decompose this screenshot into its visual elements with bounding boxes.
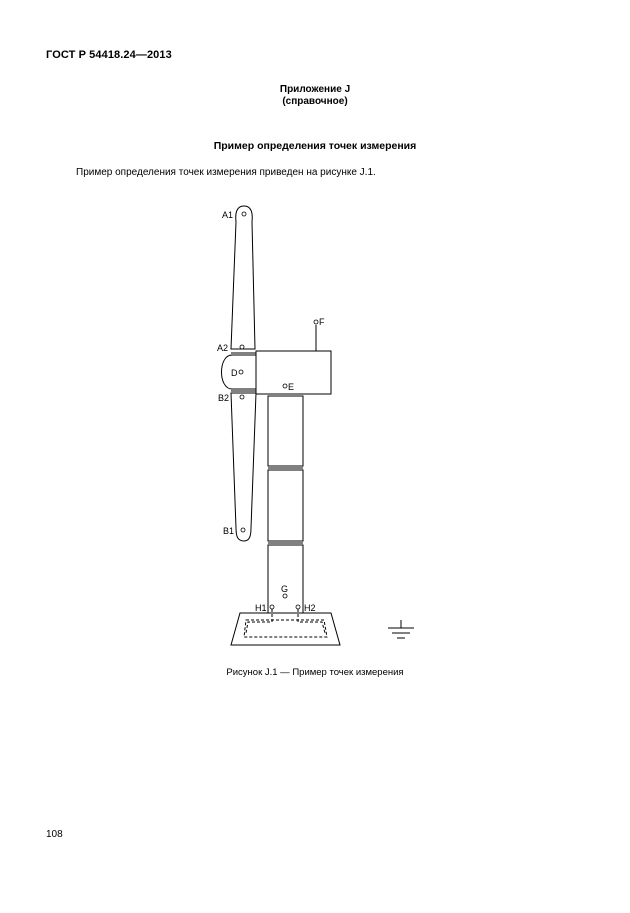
tower-section-2 bbox=[268, 470, 303, 541]
label-h1: H1 bbox=[255, 603, 267, 613]
section-title: Пример определения точек измерения bbox=[213, 140, 417, 152]
point-e bbox=[283, 384, 287, 388]
tower-section-3 bbox=[268, 545, 303, 613]
label-g: G bbox=[281, 584, 289, 594]
point-f bbox=[314, 320, 318, 324]
document-code: ГОСТ Р 54418.24—2013 bbox=[46, 49, 172, 61]
body-paragraph: Пример определения точек измерения приведен на рисунке J.1. bbox=[76, 167, 376, 178]
label-h2: H2 bbox=[304, 603, 316, 613]
label-d: D bbox=[231, 368, 238, 378]
label-a2: A2 bbox=[217, 343, 229, 353]
tower-section-1 bbox=[268, 396, 303, 466]
point-a1 bbox=[242, 212, 246, 216]
label-f: F bbox=[319, 317, 325, 327]
upper-blade bbox=[231, 206, 255, 349]
point-b2 bbox=[240, 395, 244, 399]
annex-title: Приложение J bbox=[279, 84, 351, 95]
point-h1 bbox=[270, 605, 274, 609]
point-d bbox=[239, 370, 243, 374]
label-b2: B2 bbox=[218, 393, 230, 403]
label-e: E bbox=[288, 382, 295, 392]
foundation-inner bbox=[244, 620, 327, 637]
point-g bbox=[283, 594, 287, 598]
point-a2 bbox=[240, 345, 244, 349]
lower-blade bbox=[231, 393, 256, 541]
foundation bbox=[231, 613, 340, 645]
annex-subtitle: (справочное) bbox=[282, 96, 348, 107]
label-a1: A1 bbox=[222, 210, 234, 220]
point-b1 bbox=[241, 528, 245, 532]
point-h2 bbox=[296, 605, 300, 609]
page-number: 108 bbox=[46, 829, 63, 840]
figure-caption: Рисунок J.1 — Пример точек измерения bbox=[226, 667, 404, 678]
label-b1: B1 bbox=[223, 526, 235, 536]
